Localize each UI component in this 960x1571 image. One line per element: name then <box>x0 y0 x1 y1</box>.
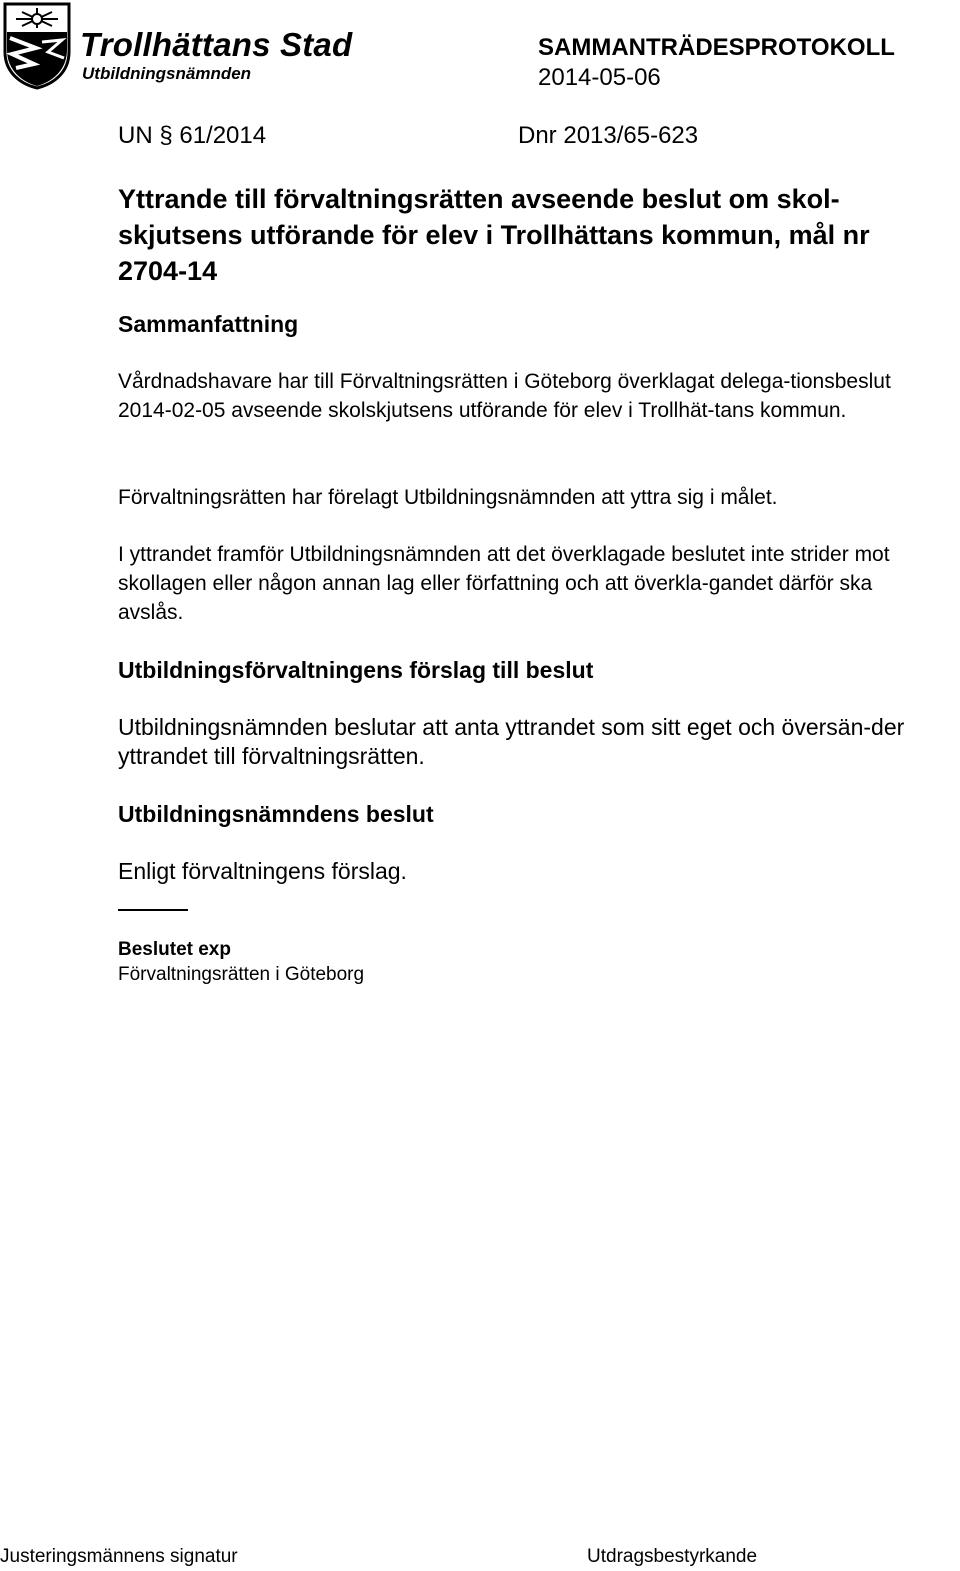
footer-signature-label: Justeringsmännens signatur <box>0 1546 238 1567</box>
separator-line <box>118 909 188 911</box>
summary-heading: Sammanfattning <box>118 311 299 337</box>
decision-heading: Utbildningsnämndens beslut <box>118 801 434 827</box>
dispatch-label: Beslutet exp <box>118 939 231 960</box>
organization-name: Trollhättans Stad <box>80 26 353 63</box>
case-number: UN § 61/2014 <box>118 122 267 149</box>
committee-name: Utbildningsnämnden <box>82 64 252 83</box>
summary-paragraph-2: Förvaltningsrätten har förelagt Utbildningsnämnden att yttra sig i målet. <box>118 486 778 509</box>
footer-certification-label: Utdragsbestyrkande <box>587 1546 758 1567</box>
page-title: Yttrande till förvaltningsrätten avseende beslut om skol-skjutsens utförande för elev i Trollhättans kommun, mål nr 2704-14 <box>118 184 870 286</box>
decision-text: Enligt förvaltningens förslag. <box>118 858 407 884</box>
document-date: 2014-05-06 <box>538 64 661 91</box>
dispatch-recipient: Förvaltningsrätten i Göteborg <box>118 964 365 985</box>
document-type: SAMMANTRÄDESPROTOKOLL <box>538 34 895 61</box>
registration-number: Dnr 2013/65-623 <box>518 122 699 149</box>
summary-paragraph-1: Vårdnadshavare har till Förvaltningsrätten i Göteborg överklagat delega-tionsbeslut 2014-02-05 avseende skolskjutsens utförande för elev i Trollhät-tans kommun. <box>118 370 891 422</box>
proposal-heading: Utbildningsförvaltningens förslag till beslut <box>118 657 594 683</box>
summary-paragraph-3: I yttrandet framför Utbildningsnämnden att det överklagade beslutet inte strider mot skollagen eller någon annan lag eller författning och att överkla-gandet därför ska avslås. <box>118 543 890 624</box>
municipal-coat-of-arms-icon <box>2 2 72 90</box>
proposal-text: Utbildningsnämnden beslutar att anta yttrandet som sitt eget och översän-der yttrandet till förvaltningsrätten. <box>118 714 905 769</box>
